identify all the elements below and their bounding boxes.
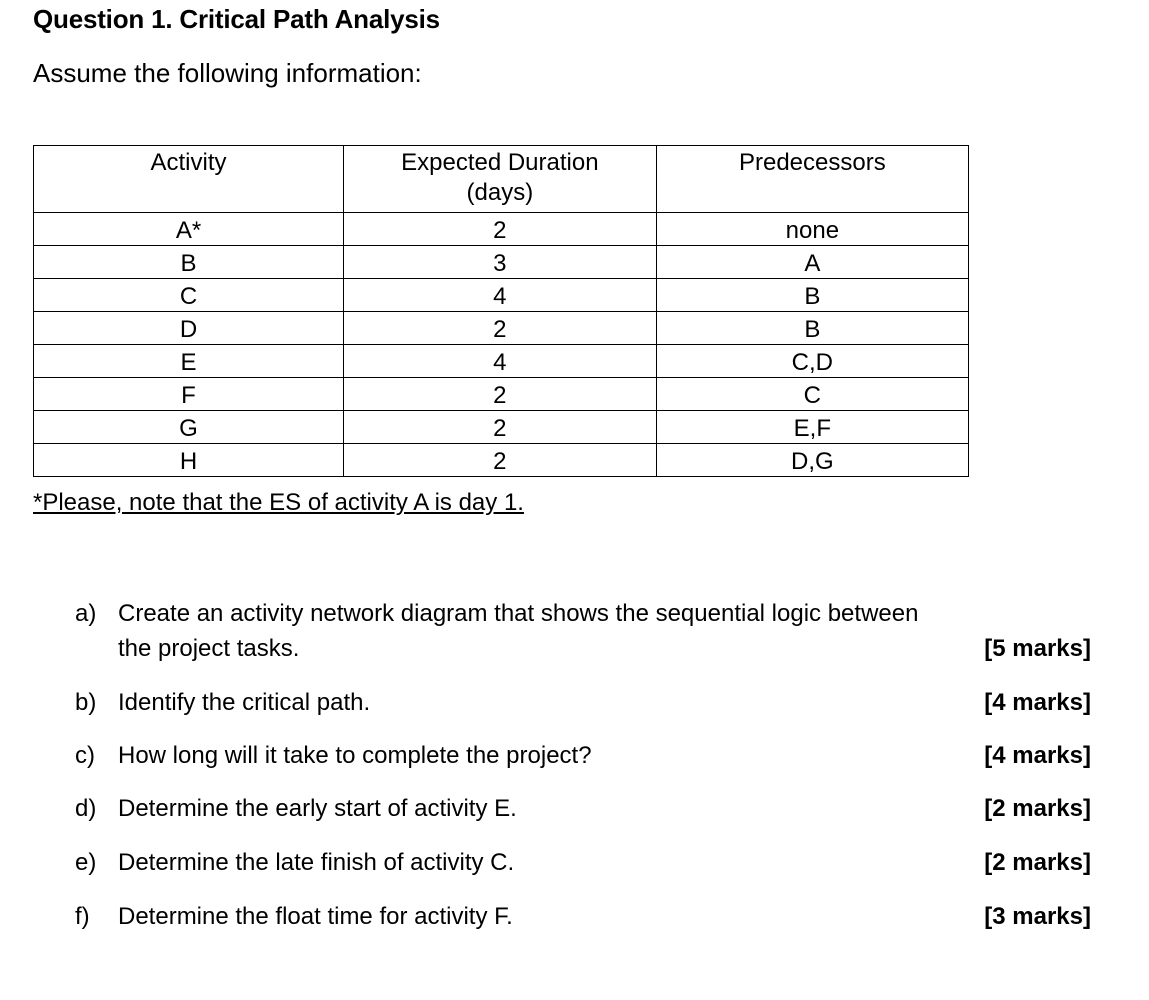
cell-predecessors: C [656, 378, 968, 411]
cell-activity: F [34, 378, 344, 411]
question-marks: [4 marks] [984, 742, 1091, 769]
cell-duration: 2 [343, 312, 656, 345]
cell-predecessors: none [656, 213, 968, 246]
question-a [75, 596, 1091, 666]
page-title: Question 1. Critical Path Analysis [33, 4, 440, 34]
table-row [34, 312, 969, 345]
question-label: a) [75, 600, 97, 627]
cell-duration: 2 [343, 411, 656, 444]
header-activity: Activity [34, 146, 344, 213]
question-marks: [4 marks] [984, 689, 1091, 716]
header-duration-text: Expected Duration (days) [401, 149, 599, 206]
question-label: e) [75, 849, 97, 876]
table-footnote: *Please, note that the ES of activity A is day 1. [33, 489, 524, 516]
cell-activity: E [34, 345, 344, 378]
cell-predecessors: B [656, 312, 968, 345]
cell-duration: 3 [343, 246, 656, 279]
table-row [34, 213, 969, 246]
question-label: c) [75, 742, 95, 769]
question-text: Determine the late finish of activity C. [118, 849, 515, 876]
question-label: f) [75, 903, 90, 930]
question-marks: [5 marks] [984, 635, 1091, 662]
cell-duration: 2 [343, 213, 656, 246]
activity-table [33, 145, 969, 477]
table-row [34, 378, 969, 411]
cell-predecessors: A [656, 246, 968, 279]
table-row [34, 345, 969, 378]
question-text: Identify the critical path. [118, 689, 371, 716]
cell-activity: B [34, 246, 344, 279]
question-label: b) [75, 689, 97, 716]
question-text: How long will it take to complete the project? [118, 742, 592, 769]
question-marks: [3 marks] [984, 903, 1091, 930]
cell-activity: D [34, 312, 344, 345]
cell-duration: 4 [343, 279, 656, 312]
cell-activity: A* [34, 213, 344, 246]
cell-predecessors: B [656, 279, 968, 312]
cell-duration: 2 [343, 444, 656, 477]
cell-duration: 2 [343, 378, 656, 411]
table-row [34, 246, 969, 279]
table-header-row [34, 146, 969, 213]
cell-duration: 4 [343, 345, 656, 378]
header-predecessors: Predecessors [656, 146, 968, 213]
cell-predecessors: C,D [656, 345, 968, 378]
intro-text: Assume the following information: [33, 58, 422, 88]
question-text: Determine the float time for activity F. [118, 903, 513, 930]
cell-predecessors: E,F [656, 411, 968, 444]
question-text: Create an activity network diagram that shows the sequential logic between [118, 600, 919, 627]
cell-activity: G [34, 411, 344, 444]
header-duration [343, 146, 656, 213]
cell-predecessors: D,G [656, 444, 968, 477]
question-marks: [2 marks] [984, 795, 1091, 822]
question-label: d) [75, 795, 97, 822]
question-text-continued: the project tasks. [118, 635, 300, 662]
question-marks: [2 marks] [984, 849, 1091, 876]
table-row [34, 444, 969, 477]
table-row [34, 411, 969, 444]
cell-activity: H [34, 444, 344, 477]
table-row [34, 279, 969, 312]
question-text: Determine the early start of activity E. [118, 795, 517, 822]
cell-activity: C [34, 279, 344, 312]
